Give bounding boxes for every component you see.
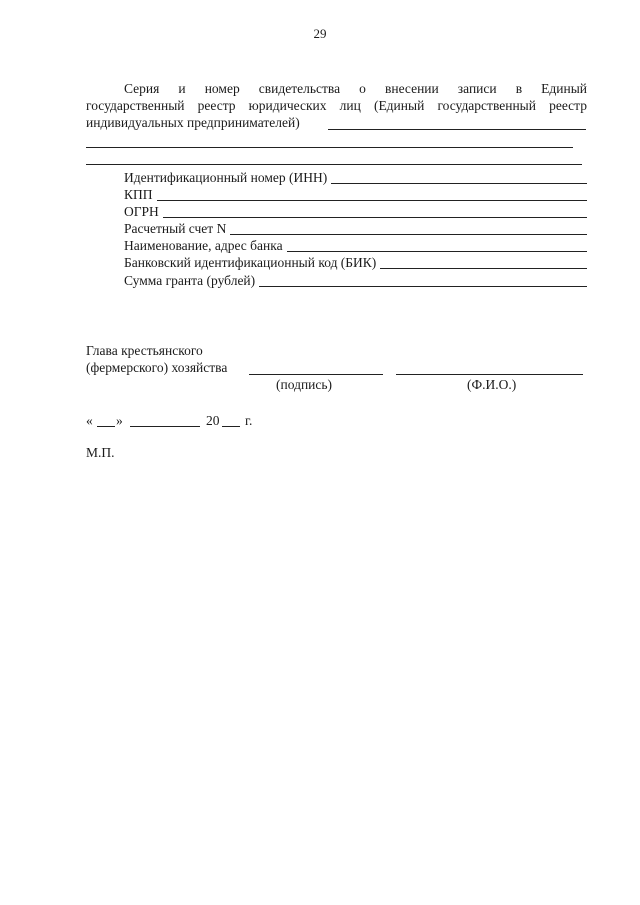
field-bik-label: Банковский идентификационный код (БИК) [124, 255, 377, 270]
name-blank[interactable] [396, 374, 583, 375]
field-kpp-label: КПП [124, 187, 153, 202]
date-day-blank[interactable] [97, 426, 115, 427]
field-bank-blank[interactable] [287, 251, 587, 252]
field-account-label: Расчетный счет N [124, 221, 227, 236]
signature-caption: (подпись) [276, 377, 333, 392]
certificate-line-1: Серия и номер свидетельства о внесении записи в Единый [124, 81, 587, 96]
field-grant-sum-blank[interactable] [259, 286, 587, 287]
certificate-blank-2[interactable] [86, 147, 573, 148]
certificate-blank-1[interactable] [328, 129, 586, 130]
page-number: 29 [313, 26, 327, 41]
field-bik-blank[interactable] [380, 268, 587, 269]
field-bank-label: Наименование, адрес банка [124, 238, 283, 253]
certificate-line-3: индивидуальных предпринимателей) [86, 115, 300, 130]
field-bik[interactable] [124, 254, 587, 271]
field-inn[interactable] [124, 169, 587, 186]
name-caption: (Ф.И.О.) [467, 377, 517, 392]
field-ogrn[interactable] [124, 203, 587, 220]
field-account[interactable] [124, 220, 587, 237]
field-inn-blank[interactable] [331, 183, 587, 184]
date-open-quote: « [86, 413, 93, 428]
field-bank[interactable] [124, 237, 587, 254]
field-grant-sum[interactable] [124, 272, 587, 289]
certificate-blank-3[interactable] [86, 164, 582, 165]
date-year-prefix: 20 [206, 413, 220, 428]
stamp-label: М.П. [86, 445, 115, 460]
signature-title-line-2: (фермерского) хозяйства [86, 360, 228, 375]
field-account-blank[interactable] [230, 234, 587, 235]
certificate-line-2: государственный реестр юридических лиц (Единый государственный реестр [86, 98, 587, 113]
field-grant-sum-label: Сумма гранта (рублей) [124, 273, 256, 288]
signature-title-line-1: Глава крестьянского [86, 343, 203, 358]
field-kpp-blank[interactable] [157, 200, 587, 201]
field-inn-label: Идентификационный номер (ИНН) [124, 170, 328, 185]
signature-blank[interactable] [249, 374, 383, 375]
date-close-quote: » [116, 413, 123, 428]
date-month-blank[interactable] [130, 426, 200, 427]
field-ogrn-blank[interactable] [163, 217, 587, 218]
field-kpp[interactable] [124, 186, 587, 203]
date-year-suffix: г. [245, 413, 253, 428]
field-ogrn-label: ОГРН [124, 204, 159, 219]
date-year-blank[interactable] [222, 426, 240, 427]
